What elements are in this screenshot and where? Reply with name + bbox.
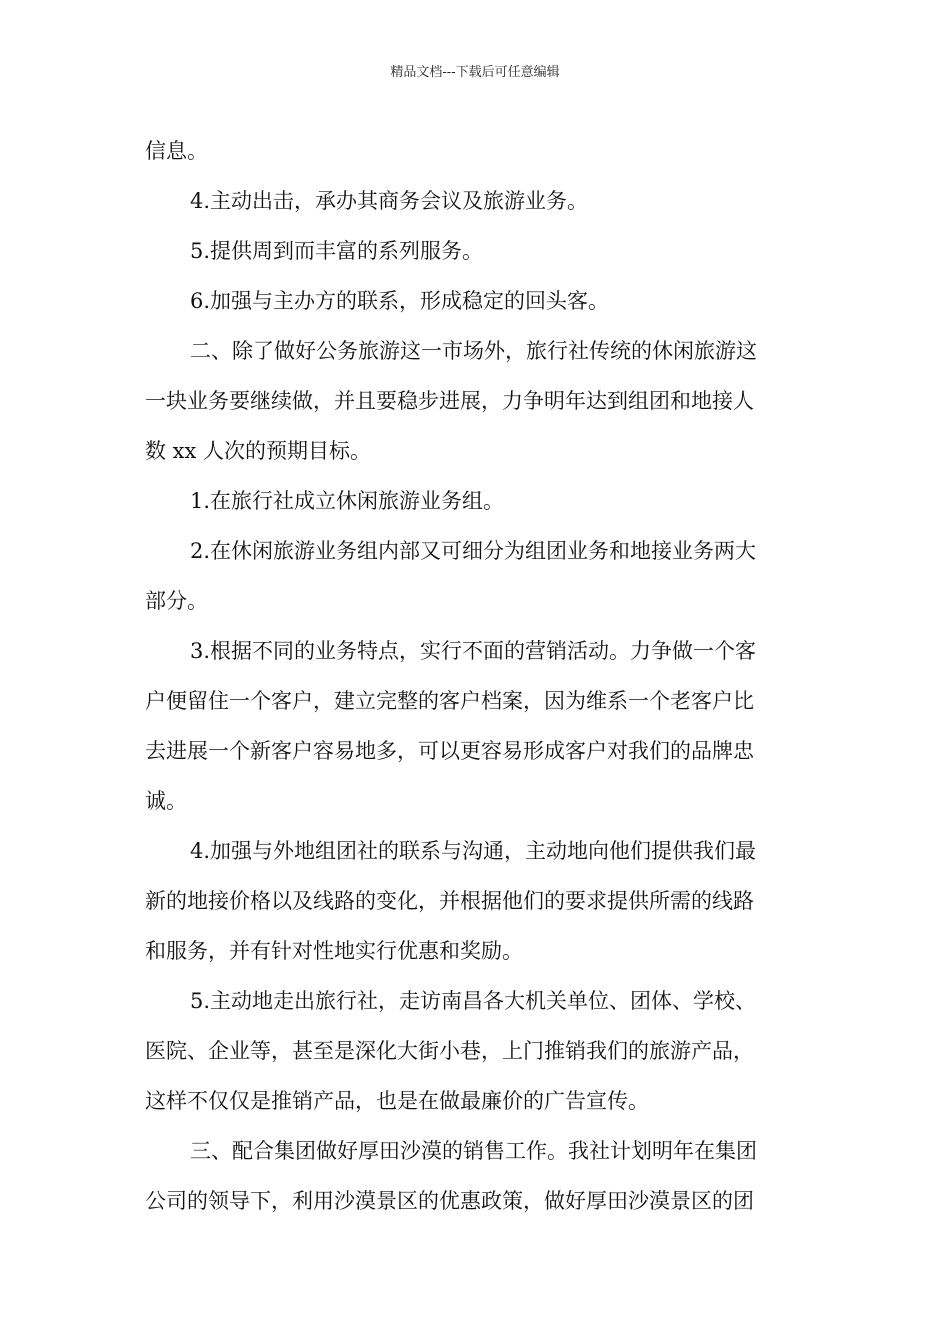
text-line: 诚。 [145,789,187,813]
text-line: 4.加强与外地组团社的联系与沟通，主动地向他们提供我们最 [190,839,757,863]
text-line: 数 xx 人次的预期目标。 [145,439,372,463]
text-line: 6.加强与主办方的联系，形成稳定的回头客。 [190,289,610,313]
text-line: 部分。 [145,589,208,613]
text-line: 4.主动出击，承办其商务会议及旅游业务。 [190,189,589,213]
text-line: 1.在旅行社成立休闲旅游业务组。 [190,489,505,513]
document-body [145,126,810,1226]
text-line: 这样不仅仅是推销产品，也是在做最廉价的广告宣传。 [145,1089,649,1113]
text-line: 信息。 [145,139,208,163]
text-line: 和服务，并有针对性地实行优惠和奖励。 [145,939,523,963]
text-line: 一块业务要继续做，并且要稳步进展，力争明年达到组团和地接人 [145,389,754,413]
text-line: 新的地接价格以及线路的变化，并根据他们的要求提供所需的线路 [145,889,754,913]
text-line: 二、除了做好公务旅游这一市场外，旅行社传统的休闲旅游这 [190,339,757,363]
text-line: 3.根据不同的业务特点，实行不面的营销活动。力争做一个客 [190,639,757,663]
text-line: 2.在休闲旅游业务组内部又可细分为组团业务和地接业务两大 [190,539,757,563]
text-line: 公司的领导下，利用沙漠景区的优惠政策，做好厚田沙漠景区的团 [145,1189,754,1213]
text-line: 三、配合集团做好厚田沙漠的销售工作。我社计划明年在集团 [190,1139,757,1163]
text-line: 户便留住一个客户，建立完整的客户档案，因为维系一个老客户比 [145,689,754,713]
text-line: 医院、企业等，甚至是深化大街小巷，上门推销我们的旅游产品， [145,1039,754,1063]
text-line: 5.主动地走出旅行社，走访南昌各大机关单位、团体、学校、 [190,989,757,1013]
text-line: 去进展一个新客户容易地多，可以更容易形成客户对我们的品牌忠 [145,739,754,763]
page-header: 精品文档---下载后可任意编辑 [390,65,560,80]
text-line: 5.提供周到而丰富的系列服务。 [190,239,484,263]
